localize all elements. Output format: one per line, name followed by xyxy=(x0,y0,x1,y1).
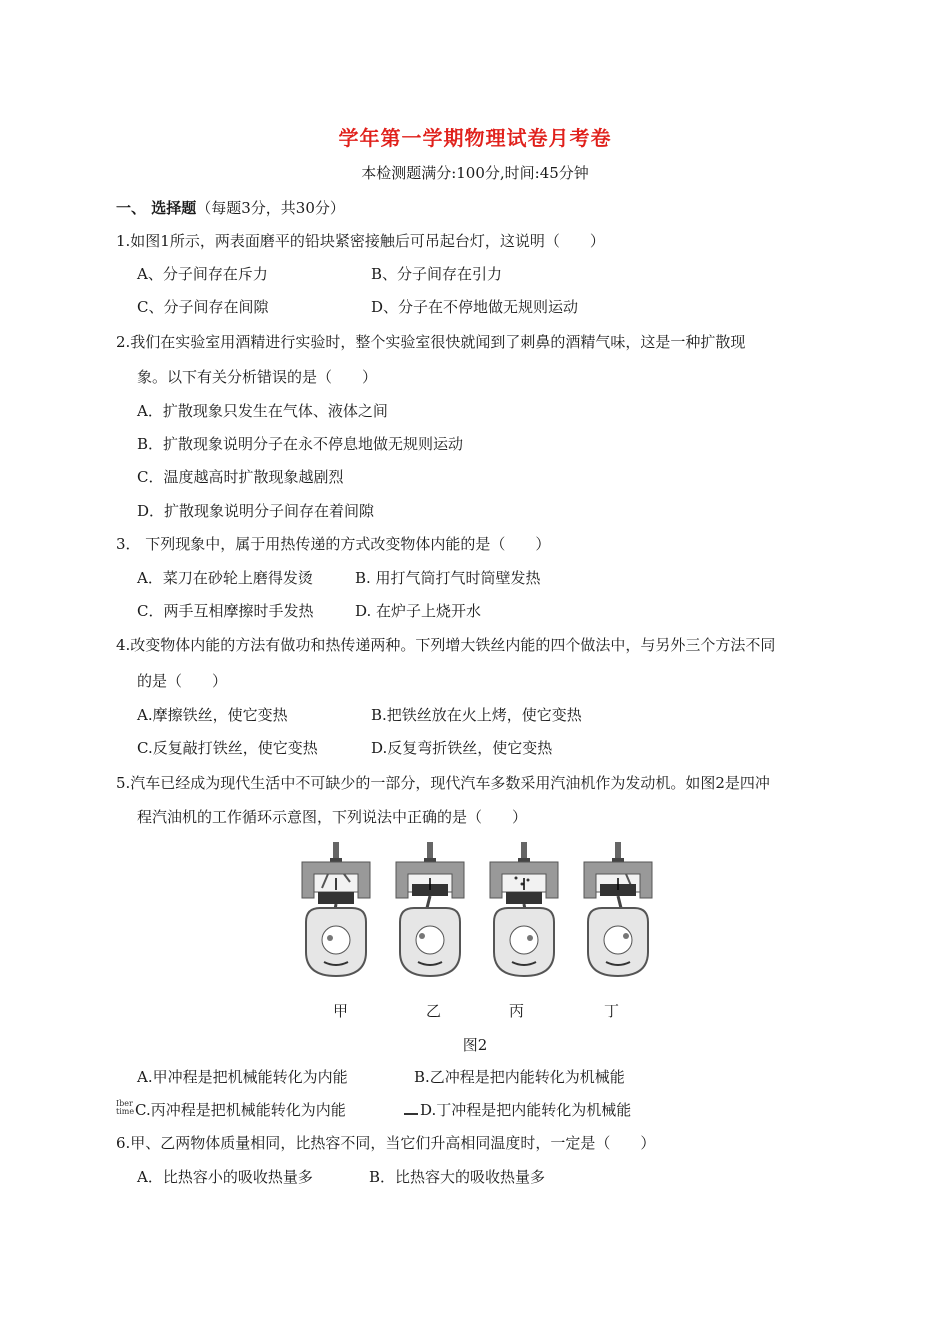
engine-diagram-intake xyxy=(296,840,376,982)
q4-option-a: A.摩擦铁丝，使它变热 xyxy=(137,706,288,724)
q5-stem-line1: 5.汽车已经成为现代生活中不可缺少的一部分，现代汽车多数采用汽油机作为发动机。如图2是四冲 xyxy=(116,774,770,792)
q4-option-b: B.把铁丝放在火上烤，使它变热 xyxy=(371,706,582,724)
q1-option-b: B、分子间存在引力 xyxy=(371,265,503,283)
margin-mark-line2: time xyxy=(116,1107,135,1116)
q6-option-b: B．比热容大的吸收热量多 xyxy=(369,1168,546,1186)
q4-option-d: D.反复弯折铁丝，使它变热 xyxy=(371,739,553,757)
q5-stem-line2: 程汽油机的工作循环示意图，下列说法中正确的是（ ） xyxy=(137,808,528,826)
margin-mark xyxy=(116,1100,134,1116)
engine-diagram-power xyxy=(484,840,564,982)
figure-label-jia: 甲 xyxy=(333,1002,349,1020)
engine-stroke-figure xyxy=(296,840,658,982)
exam-info: 本检测题满分:100分,时间:45分钟 xyxy=(361,164,589,182)
q1-option-a: A、分子间存在斥力 xyxy=(137,265,268,283)
engine-diagram-compression xyxy=(390,840,470,982)
q2-option-d: D．扩散现象说明分子间存在着间隙 xyxy=(137,502,375,520)
q3-option-d: D. 在炉子上烧开水 xyxy=(355,602,482,620)
figure-label-bing: 丙 xyxy=(509,1002,525,1020)
section-note: （每题3分，共30分） xyxy=(196,199,345,217)
q4-option-c: C.反复敲打铁丝，使它变热 xyxy=(137,739,318,757)
section-title: 一、 选择题 xyxy=(116,199,197,217)
q5-option-b: B.乙冲程是把内能转化为机械能 xyxy=(414,1068,625,1086)
q6-stem: 6.甲、乙两物体质量相同，比热容不同，当它们升高相同温度时，一定是（ ） xyxy=(116,1134,656,1152)
q2-stem-line1: 2.我们在实验室用酒精进行实验时，整个实验室很快就闻到了刺鼻的酒精气味，这是一种扩散现 xyxy=(116,333,746,351)
q1-stem: 1.如图1所示，两表面磨平的铅块紧密接触后可吊起台灯，这说明（ ） xyxy=(116,232,605,250)
q6-option-a: A．比热容小的吸收热量多 xyxy=(137,1168,313,1186)
q2-stem-line2: 象。以下有关分析错误的是（ ） xyxy=(137,368,378,386)
q4-stem-line2: 的是（ ） xyxy=(137,672,228,690)
q2-option-a: A．扩散现象只发生在气体、液体之间 xyxy=(137,402,388,420)
figure-label-ding: 丁 xyxy=(604,1002,620,1020)
figure-label-yi: 乙 xyxy=(426,1002,442,1020)
figure-caption: 图2 xyxy=(462,1036,488,1054)
q3-option-c: C．两手互相摩擦时手发热 xyxy=(137,602,314,620)
q5-option-c: C.丙冲程是把机械能转化为内能 xyxy=(135,1101,346,1119)
section-heading xyxy=(116,198,345,218)
q4-stem-line1: 4.改变物体内能的方法有做功和热传递两种。下列增大铁丝内能的四个做法中，与另外三个方法不同 xyxy=(116,636,776,654)
page-title: 学年第一学期物理试卷月考卷 xyxy=(338,126,612,150)
margin-dash xyxy=(404,1113,418,1115)
q3-option-a: A．菜刀在砂轮上磨得发烫 xyxy=(137,569,313,587)
q5-option-d: D.丁冲程是把内能转化为机械能 xyxy=(420,1101,632,1119)
q3-stem: 3． 下列现象中，属于用热传递的方式改变物体内能的是（ ） xyxy=(116,535,551,553)
q1-option-c: C、分子间存在间隙 xyxy=(137,298,269,316)
q2-option-b: B．扩散现象说明分子在永不停息地做无规则运动 xyxy=(137,435,464,453)
q3-option-b: B. 用打气筒打气时筒壁发热 xyxy=(355,569,541,587)
q5-option-a: A.甲冲程是把机械能转化为内能 xyxy=(137,1068,348,1086)
q2-option-c: C．温度越高时扩散现象越剧烈 xyxy=(137,468,344,486)
margin-mark-line1: Iber xyxy=(116,1099,133,1108)
q1-option-d: D、分子在不停地做无规则运动 xyxy=(371,298,579,316)
engine-diagram-exhaust xyxy=(578,840,658,982)
